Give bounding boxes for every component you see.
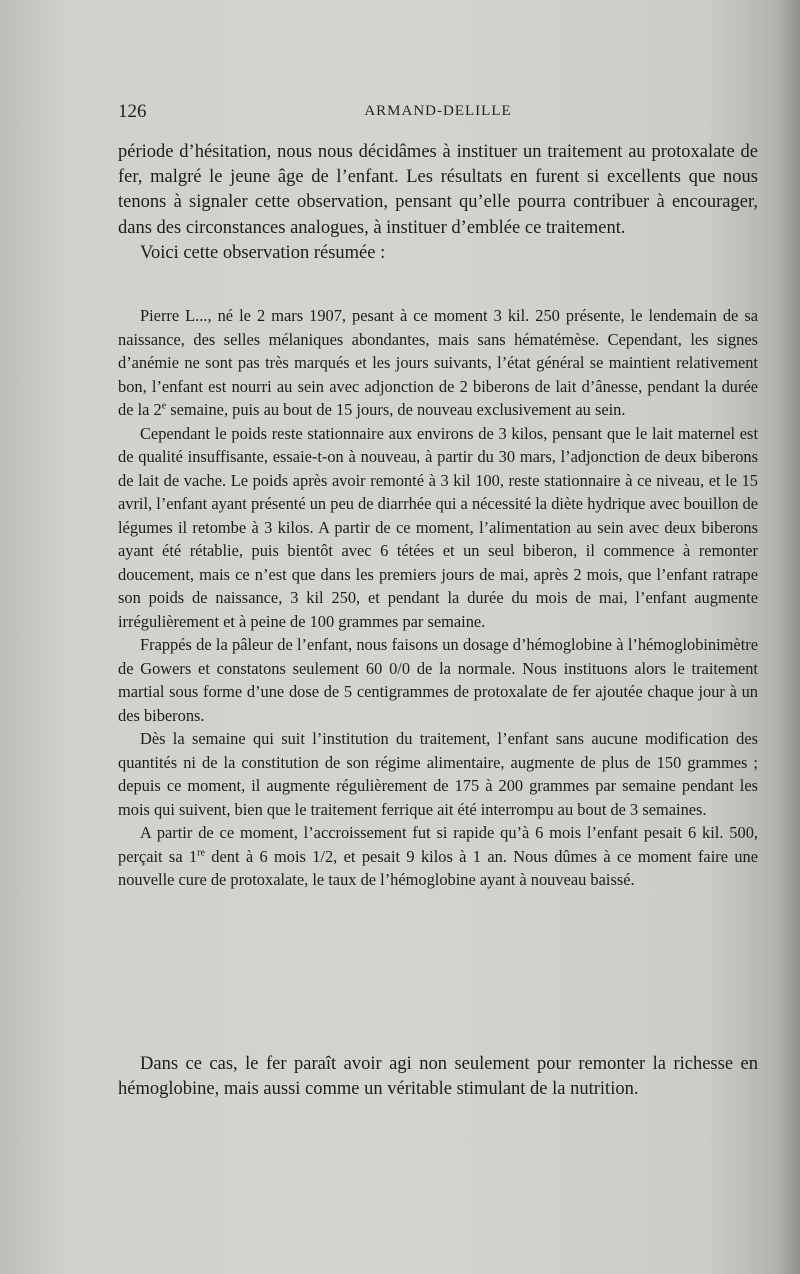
- observation-paragraph-2: Cependant le poids reste stationnaire aux environs de 3 kilos, pensant que le lait maternel est de qualité insuffisante, essaie-t-on à nouveau, à partir du 30 mars, l’adjonction de deux biberons de lait de vache. Le poids après avoir remonté à 3 kil 100, reste stationnaire à ce niveau, et le 15 avril, l’enfant ayant présenté un peu de diarrhée qui a nécessité la diète hydrique avec bouillon de légumes il retombe à 3 kilos. A partir de ce moment, l’alimentation au sein avec deux biberons ayant été rétablie, puis bientôt avec 6 tétées et un seul biberon, il commence à remonter doucement, mais ce n’est que dans les premiers jours de mai, après 2 mois, que l’enfant ratrape son poids de naissance, 3 kil 250, et pendant la durée du mois de mai, l’enfant augmente irrégulièrement et à peine de 100 grammes par semaine.: [118, 423, 758, 631]
- intro-section: [118, 140, 758, 266]
- ordinal-suffix: e: [161, 400, 167, 412]
- observation-paragraph-1-end: semaine, puis au bout de 15 jours, de nouveau exclusivement au sein.: [166, 400, 626, 419]
- observation-paragraph-5-end: dent à 6 mois 1/2, et pesait 9 kilos à 1 an. Nous dûmes à ce moment faire une nouvelle cure de protoxalate, le taux de l’hémoglobine ayant à nouveau baissé.: [118, 846, 758, 889]
- observation-paragraph-5: [118, 821, 758, 892]
- page-header: [118, 101, 758, 125]
- observation-paragraph-3: Frappés de la pâleur de l’enfant, nous faisons un dosage d’hémoglobine à l’hémoglobinimètre de Gowers et constatons seulement 60 0/0 de la normale. Nous instituons alors le traitement martial sous forme d’une dose de 5 centigrammes de protoxalate de fer ajoutée chaque jour à un des biberons.: [118, 635, 758, 725]
- intro-paragraph: période d’hésitation, nous nous décidâmes à instituer un traitement au protoxalate de fer, malgré le jeune âge de l’enfant. Les résultats en furent si excellents que nous tenons à signaler cette observation, pensant qu’elle pourra contribuer à encourager, dans des circonstances analogues, à instituer d’emblée ce traitement.: [118, 142, 758, 238]
- page-number: 126: [118, 101, 147, 122]
- observation-paragraph-1: [118, 304, 758, 422]
- ordinal-suffix: re: [197, 847, 205, 859]
- observation-paragraph-5-start: A partir de ce moment, l’accroissement fut si rapide qu’à 6 mois l’enfant pesait 6 kil. 500, perçait sa 1: [118, 823, 758, 866]
- observation-paragraph-1-text: Pierre L..., né le 2 mars 1907, pesant à ce moment 3 kil. 250 présente, le lendemain de sa naissance, des selles mélaniques abondantes, mais sans hématémèse. Cependant, les signes d’anémie ne sont pas très marqués et les jours suivants, l’état général se maintient relativement bon, l’enfant est nourri au sein avec adjonction de 2 biberons de lait d’ânesse, pendant la durée de la 2: [118, 306, 758, 419]
- conclusion-section: [118, 1052, 758, 1102]
- conclusion-paragraph: Dans ce cas, le fer paraît avoir agi non seulement pour remonter la richesse en hémoglobine, mais aussi comme un véritable stimulant de la nutrition.: [118, 1054, 758, 1100]
- case-observation: [118, 304, 758, 892]
- running-head: ARMAND-DELILLE: [364, 103, 512, 119]
- observation-paragraph-4: Dès la semaine qui suit l’institution du traitement, l’enfant sans aucune modification des quantités ni de la constitution de son régime alimentaire, augmente de plus de 150 grammes ; depuis ce moment, il augmente régulièrement de 175 à 200 grammes par semaine pendant les mois qui suivent, bien que le traitement ferrique ait été interrompu au bout de 3 semaines.: [118, 729, 758, 819]
- observation-intro-line: Voici cette observation résumée :: [140, 242, 386, 263]
